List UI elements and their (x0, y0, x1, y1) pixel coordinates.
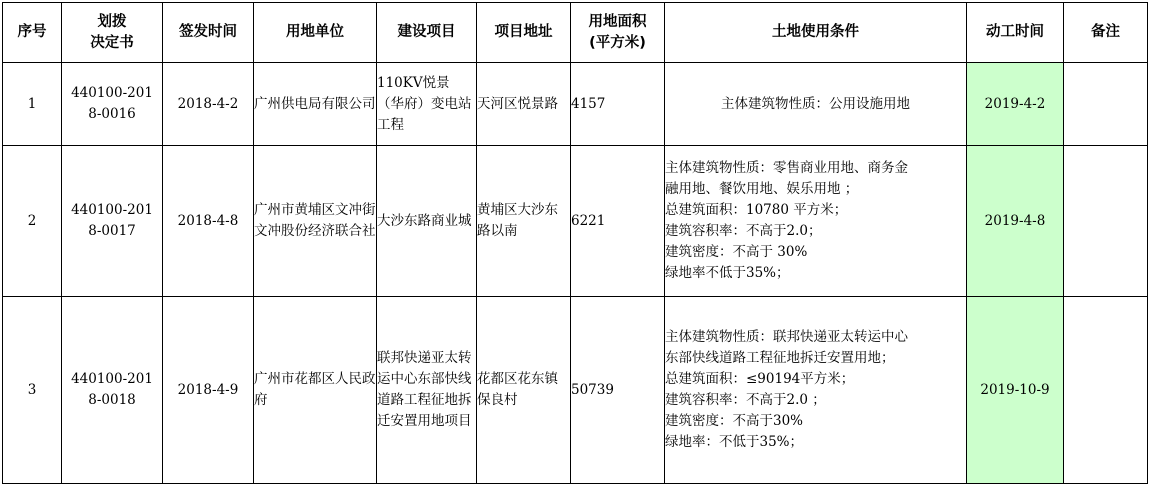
table-row (3, 297, 1148, 484)
table-row (3, 63, 1148, 146)
cell-conditions (665, 297, 967, 484)
cell-area: 4157 (571, 63, 665, 146)
condition-line: 建筑容积率：不高于2.0； (665, 223, 822, 239)
header-issue-date: 签发时间 (163, 3, 254, 63)
header-area-line1: 用地面积 (588, 13, 647, 30)
header-area (571, 3, 665, 63)
condition-line: 总建筑面积：10780 平方米； (665, 202, 848, 218)
cell-decision-no-text: 440100-2018-0017 (71, 202, 153, 239)
condition-line: 总建筑面积：≤90194平方米； (665, 371, 855, 387)
condition-line: 主体建筑物性质：公用设施用地 (721, 95, 910, 112)
cell-start-date: 2019-10-9 (967, 297, 1064, 484)
header-notes: 备注 (1064, 3, 1148, 63)
cell-unit: 广州市花都区人民政府 (254, 297, 377, 484)
cell-decision-no (62, 146, 163, 297)
cell-address: 黄埔区大沙东路以南 (477, 146, 571, 297)
cell-conditions (665, 146, 967, 297)
cell-project: 大沙东路商业城 (377, 146, 477, 297)
cell-area: 50739 (571, 297, 665, 484)
condition-line: 融用地、餐饮用地、娱乐用地 ； (665, 181, 859, 197)
cell-issue-date: 2018-4-8 (163, 146, 254, 297)
cell-notes (1064, 63, 1148, 146)
cell-seq: 3 (3, 297, 62, 484)
cell-conditions (665, 63, 967, 146)
cell-address: 花都区花东镇保良村 (477, 297, 571, 484)
land-allocation-table (2, 2, 1148, 484)
cell-seq: 1 (3, 63, 62, 146)
condition-line: 建筑密度：不高于 30% (665, 244, 808, 260)
cell-unit: 广州供电局有限公司 (254, 63, 377, 146)
cell-notes (1064, 297, 1148, 484)
cell-project: 110KV悦景（华府）变电站工程 (377, 63, 477, 146)
condition-line: 绿地率不低于35%； (665, 265, 790, 281)
header-unit: 用地单位 (254, 3, 377, 63)
cell-issue-date: 2018-4-2 (163, 63, 254, 146)
cell-issue-date: 2018-4-9 (163, 297, 254, 484)
cell-decision-no (62, 297, 163, 484)
cell-address: 天河区悦景路 (477, 63, 571, 146)
cell-start-date: 2019-4-2 (967, 63, 1064, 146)
table-row (3, 146, 1148, 297)
header-area-line2: (平方米) (589, 34, 646, 51)
cell-unit: 广州市黄埔区文冲街文冲股份经济联合社 (254, 146, 377, 297)
header-address: 项目地址 (477, 3, 571, 63)
cell-decision-no-text: 440100-2018-0018 (71, 371, 153, 408)
condition-line: 东部快线道路工程征地拆迁安置用地； (665, 350, 895, 366)
condition-line: 建筑密度：不高于30% (665, 413, 804, 429)
header-seq: 序号 (3, 3, 62, 63)
header-decision (62, 3, 163, 63)
condition-line: 绿地率：不低于35%； (665, 434, 804, 450)
cell-notes (1064, 146, 1148, 297)
condition-line: 建筑容积率：不高于2.0 ； (665, 392, 826, 408)
header-project: 建设项目 (377, 3, 477, 63)
condition-line: 主体建筑物性质：联邦快递亚太转运中心 (665, 329, 908, 345)
header-conditions: 土地使用条件 (665, 3, 967, 63)
header-row (3, 3, 1148, 63)
cell-start-date: 2019-4-8 (967, 146, 1064, 297)
cell-decision-no (62, 63, 163, 146)
cell-seq: 2 (3, 146, 62, 297)
header-start-date: 动工时间 (967, 3, 1064, 63)
header-decision-line2: 决定书 (90, 34, 134, 51)
condition-line: 主体建筑物性质：零售商业用地、商务金 (665, 160, 908, 176)
header-decision-line1: 划拨 (97, 13, 127, 30)
cell-project: 联邦快递亚太转运中心东部快线道路工程征地拆迁安置用地项目 (377, 297, 477, 484)
cell-area: 6221 (571, 146, 665, 297)
cell-decision-no-text: 440100-2018-0016 (71, 85, 153, 122)
